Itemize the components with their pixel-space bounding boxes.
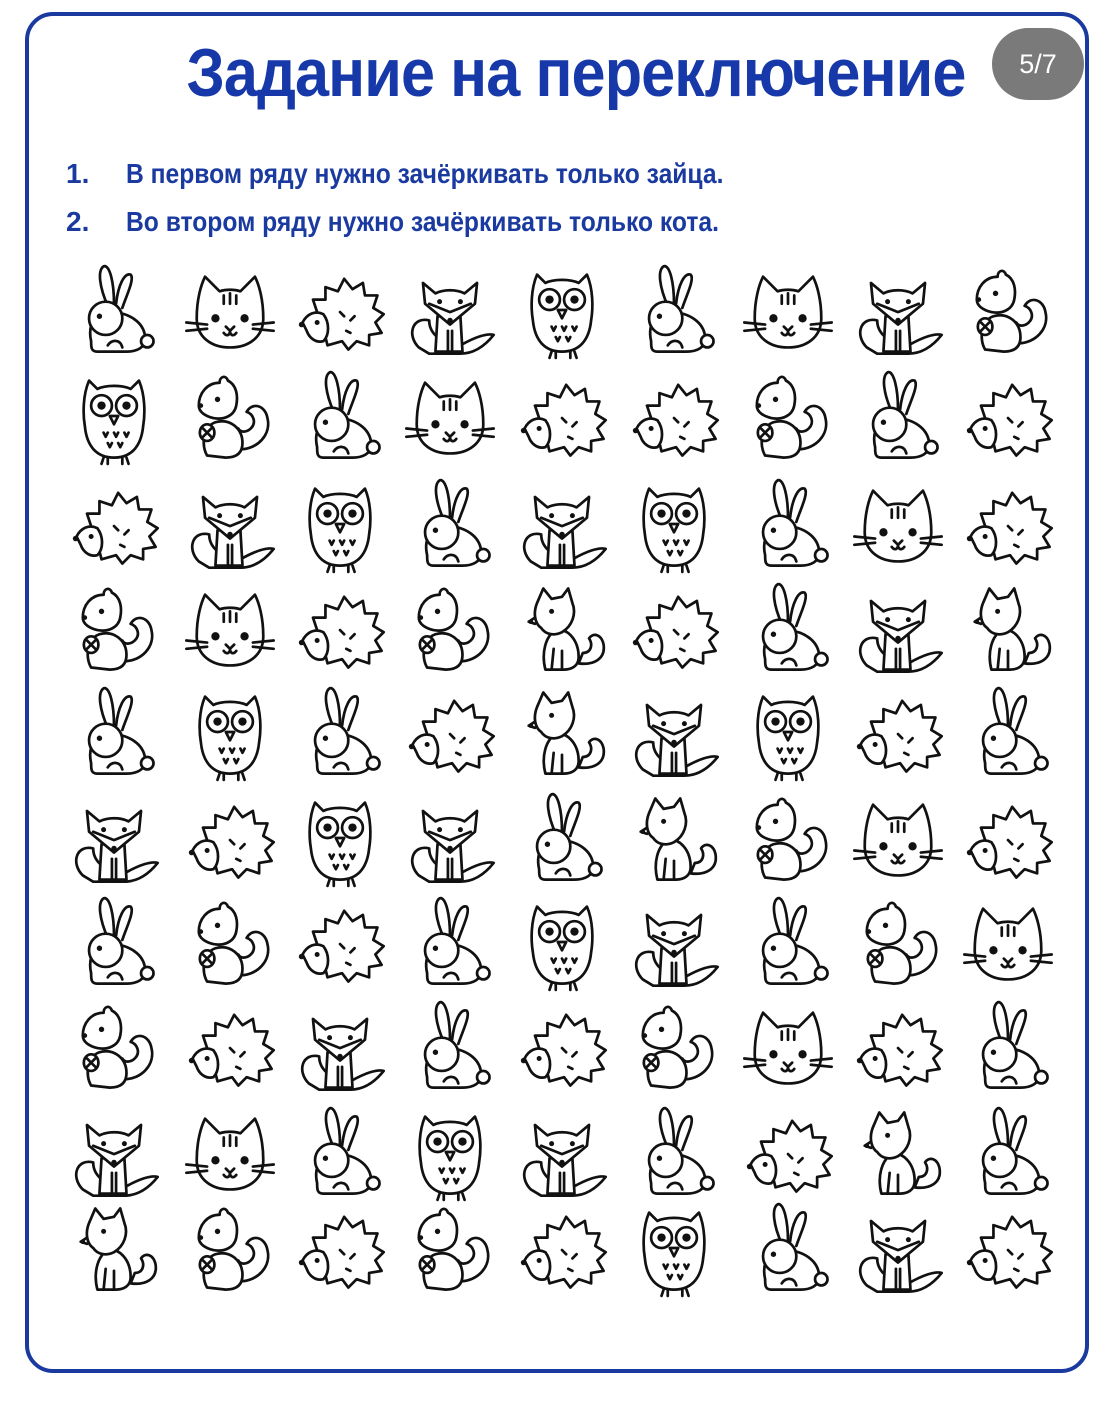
squirrel-icon[interactable] — [622, 994, 726, 1098]
squirrel-icon[interactable] — [398, 1196, 502, 1300]
hedgehog-icon[interactable] — [510, 364, 614, 468]
wolf-icon[interactable] — [510, 576, 614, 680]
squirrel-icon[interactable] — [736, 364, 840, 468]
rabbit-icon[interactable] — [736, 1196, 840, 1300]
hedgehog-icon[interactable] — [288, 1196, 392, 1300]
hedgehog-icon[interactable] — [846, 994, 950, 1098]
cat-icon[interactable] — [178, 258, 282, 362]
cat-icon[interactable] — [178, 576, 282, 680]
hedgehog-icon[interactable] — [288, 258, 392, 362]
rabbit-icon[interactable] — [288, 680, 392, 784]
fox-icon[interactable] — [846, 576, 950, 680]
hedgehog-icon[interactable] — [510, 1196, 614, 1300]
squirrel-icon[interactable] — [956, 258, 1060, 362]
rabbit-icon[interactable] — [956, 994, 1060, 1098]
fox-icon[interactable] — [398, 258, 502, 362]
squirrel-icon[interactable] — [62, 994, 166, 1098]
hedgehog-icon[interactable] — [622, 364, 726, 468]
rabbit-icon[interactable] — [846, 364, 950, 468]
hedgehog-icon[interactable] — [178, 786, 282, 890]
wolf-icon[interactable] — [846, 1100, 950, 1204]
rabbit-icon[interactable] — [736, 576, 840, 680]
rabbit-icon[interactable] — [956, 680, 1060, 784]
rabbit-icon[interactable] — [510, 786, 614, 890]
fox-icon[interactable] — [62, 1100, 166, 1204]
cat-icon[interactable] — [736, 258, 840, 362]
hedgehog-icon[interactable] — [178, 994, 282, 1098]
fox-icon[interactable] — [622, 890, 726, 994]
owl-icon[interactable] — [622, 472, 726, 576]
owl-icon[interactable] — [178, 680, 282, 784]
hedgehog-icon[interactable] — [956, 472, 1060, 576]
fox-icon[interactable] — [510, 472, 614, 576]
fox-icon[interactable] — [398, 786, 502, 890]
rabbit-icon[interactable] — [622, 258, 726, 362]
hedgehog-icon[interactable] — [956, 786, 1060, 890]
instruction-text: Во втором ряду нужно зачёркивать только кота. — [126, 206, 719, 237]
page-indicator-badge[interactable]: 5/7 — [992, 28, 1084, 100]
hedgehog-icon[interactable] — [288, 576, 392, 680]
squirrel-icon[interactable] — [736, 786, 840, 890]
fox-icon[interactable] — [510, 1100, 614, 1204]
instruction-number: 2. — [66, 206, 90, 237]
cat-icon[interactable] — [178, 1100, 282, 1204]
wolf-icon[interactable] — [62, 1196, 166, 1300]
cat-icon[interactable] — [846, 786, 950, 890]
owl-icon[interactable] — [288, 472, 392, 576]
cat-icon[interactable] — [398, 364, 502, 468]
squirrel-icon[interactable] — [398, 576, 502, 680]
rabbit-icon[interactable] — [62, 680, 166, 784]
squirrel-icon[interactable] — [846, 890, 950, 994]
owl-icon[interactable] — [62, 364, 166, 468]
cat-icon[interactable] — [956, 890, 1060, 994]
rabbit-icon[interactable] — [398, 994, 502, 1098]
squirrel-icon[interactable] — [178, 364, 282, 468]
owl-icon[interactable] — [736, 680, 840, 784]
hedgehog-icon[interactable] — [846, 680, 950, 784]
worksheet-title: Задание на переключение — [186, 35, 966, 111]
rabbit-icon[interactable] — [398, 890, 502, 994]
owl-icon[interactable] — [398, 1100, 502, 1204]
owl-icon[interactable] — [288, 786, 392, 890]
wolf-icon[interactable] — [622, 786, 726, 890]
hedgehog-icon[interactable] — [398, 680, 502, 784]
squirrel-icon[interactable] — [178, 1196, 282, 1300]
hedgehog-icon[interactable] — [288, 890, 392, 994]
rabbit-icon[interactable] — [288, 364, 392, 468]
fox-icon[interactable] — [846, 258, 950, 362]
rabbit-icon[interactable] — [736, 472, 840, 576]
squirrel-icon[interactable] — [178, 890, 282, 994]
fox-icon[interactable] — [62, 786, 166, 890]
fox-icon[interactable] — [846, 1196, 950, 1300]
instruction-text: В первом ряду нужно зачёркивать только зайца. — [126, 158, 724, 189]
rabbit-icon[interactable] — [62, 890, 166, 994]
owl-icon[interactable] — [622, 1196, 726, 1300]
cat-icon[interactable] — [736, 994, 840, 1098]
fox-icon[interactable] — [178, 472, 282, 576]
squirrel-icon[interactable] — [62, 576, 166, 680]
fox-icon[interactable] — [622, 680, 726, 784]
owl-icon[interactable] — [510, 258, 614, 362]
hedgehog-icon[interactable] — [956, 1196, 1060, 1300]
hedgehog-icon[interactable] — [622, 576, 726, 680]
wolf-icon[interactable] — [510, 680, 614, 784]
cat-icon[interactable] — [846, 472, 950, 576]
hedgehog-icon[interactable] — [510, 994, 614, 1098]
fox-icon[interactable] — [288, 994, 392, 1098]
instruction-number: 1. — [66, 158, 90, 189]
hedgehog-icon[interactable] — [62, 472, 166, 576]
rabbit-icon[interactable] — [622, 1100, 726, 1204]
rabbit-icon[interactable] — [62, 258, 166, 362]
hedgehog-icon[interactable] — [956, 364, 1060, 468]
rabbit-icon[interactable] — [956, 1100, 1060, 1204]
hedgehog-icon[interactable] — [736, 1100, 840, 1204]
rabbit-icon[interactable] — [288, 1100, 392, 1204]
rabbit-icon[interactable] — [398, 472, 502, 576]
owl-icon[interactable] — [510, 890, 614, 994]
rabbit-icon[interactable] — [736, 890, 840, 994]
wolf-icon[interactable] — [956, 576, 1060, 680]
